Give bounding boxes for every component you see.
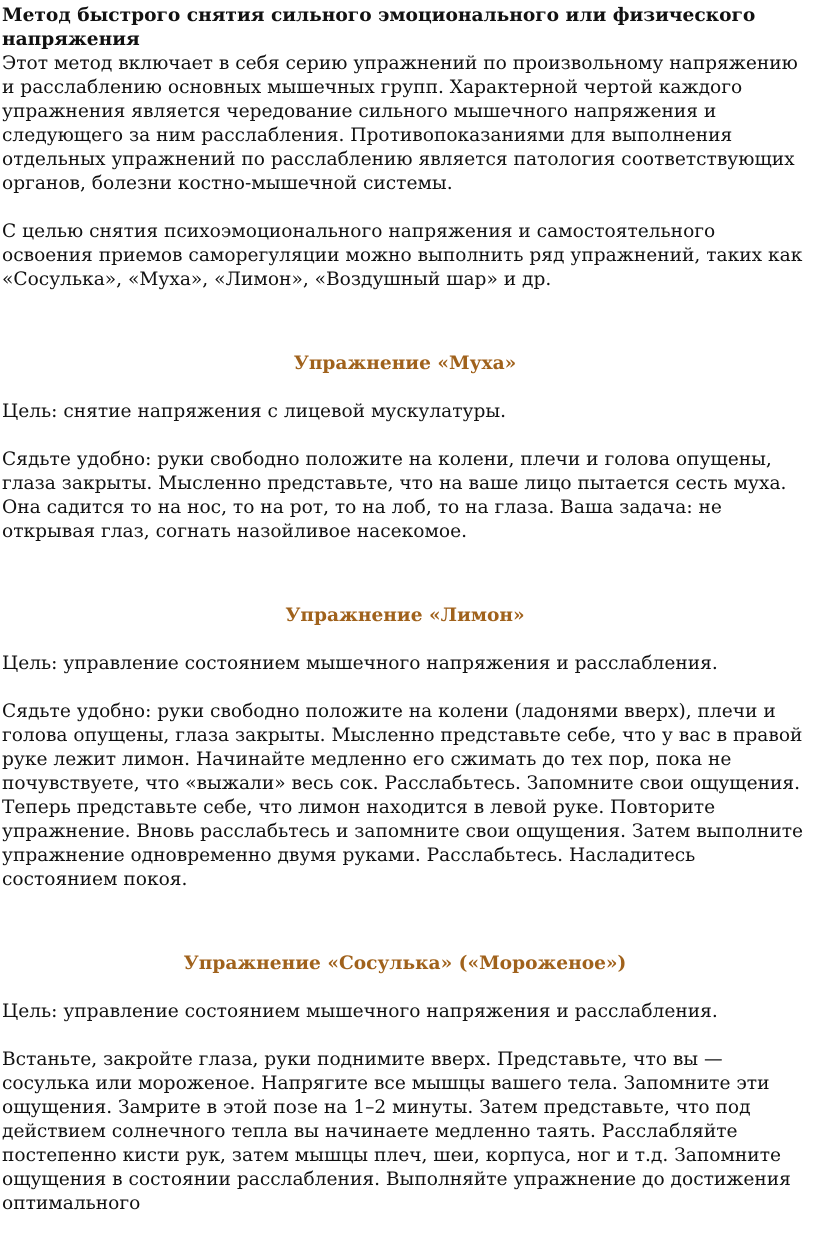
intro-paragraph-2: С целью снятия психоэмоционального напряжения и самостоятельного освоения приемов саморегуляции можно выполнить ряд упражнений, таких как «Сосулька», «Муха», «Лимон», «Воздушный шар» и др.: [2, 221, 803, 290]
intro-paragraph-1: Этот метод включает в себя серию упражнений по произвольному напряжению и расслаблению основных мышечных групп. Характерной чертой каждого упражнения является чередование сильного мышечного напряжения и следующего за ним расслабления. Противопоказаниями для выполнения отдельных упражнений по расслаблению является патология соответствующих органов, болезни костно-мышечной системы.: [2, 53, 798, 194]
exercise-text-icicle: Встаньте, закройте глаза, руки поднимите вверх. Представьте, что вы — сосулька или мороженое. Напрягите все мышцы вашего тела. Запомните эти ощущения. Замрите в этой позе на 1–2 минуты. Затем представьте, что под действием солнечного тепла вы начинаете медленно таять. Расслабляйте постепенно кисти рук, затем мышцы плеч, шеи, корпуса, ног и т.д. Запомните ощущения в состоянии расслабления. Выполняйте упражнение до достижения оптимального: [2, 1049, 791, 1214]
exercise-goal-fly: Цель: снятие напряжения с лицевой мускулатуры.: [2, 401, 507, 422]
exercise-heading-lemon: Упражнение «Лимон»: [285, 605, 525, 626]
document-title: Метод быстрого снятия сильного эмоционального или физического напряжения: [2, 5, 756, 50]
exercise-text-lemon: Сядьте удобно: руки свободно положите на колени (ладонями вверх), плечи и голова опущены, глаза закрыты. Мысленно представьте себе, что у вас в правой руке лежит лимон. Начинайте медленно его сжимать до тех пор, пока не почувствуете, что «выжали» весь сок. Расслабьтесь. Запомните свои ощущения. Теперь представьте себе, что лимон находится в левой руке. Повторите упражнение. Вновь расслабьтесь и запомните свои ощущения. Затем выполните упражнение одновременно двумя руками. Расслабьтесь. Насладитесь состоянием покоя.: [2, 701, 804, 890]
exercise-goal-lemon: Цель: управление состоянием мышечного напряжения и расслабления.: [2, 653, 718, 674]
exercise-heading-fly: Упражнение «Муха»: [293, 353, 517, 374]
exercise-heading-icicle: Упражнение «Сосулька» («Мороженое»): [183, 953, 627, 974]
exercise-text-fly: Сядьте удобно: руки свободно положите на колени, плечи и голова опущены, глаза закрыты. Мысленно представьте, что на ваше лицо пытается сесть муха. Она садится то на нос, то на рот, то на лоб, то на глаза. Ваша задача: не открывая глаз, согнать назойливое насекомое.: [2, 449, 787, 542]
exercise-goal-icicle: Цель: управление состоянием мышечного напряжения и расслабления.: [2, 1001, 718, 1022]
